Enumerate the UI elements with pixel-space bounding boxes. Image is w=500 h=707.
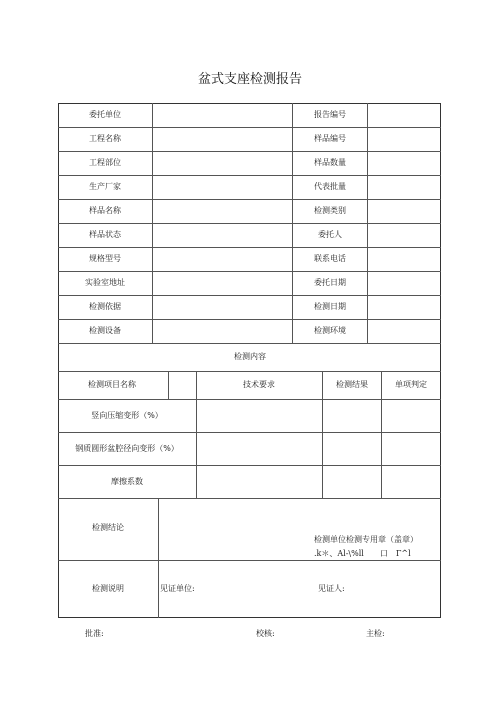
test-item-name: 钢质圆形盆腔径向变形（%） <box>75 443 179 453</box>
grid-line-h <box>58 498 441 499</box>
grid-line-h <box>58 127 441 128</box>
info-left-label: 检测设备 <box>89 326 121 335</box>
info-right-label: 委托人 <box>318 230 342 239</box>
seal-text: 检测单位检测专用章（盖章） <box>314 535 418 544</box>
grid-line-v <box>168 371 169 399</box>
info-left-label: 工程名称 <box>89 134 121 143</box>
info-left-label: 生产厂家 <box>89 182 121 191</box>
grid-line-v <box>152 103 153 343</box>
grid-line-v <box>158 498 159 618</box>
info-right-label: 检测环境 <box>314 326 346 335</box>
header-verdict: 单项判定 <box>395 380 427 389</box>
witness-person-label: 见证人: <box>318 584 345 593</box>
info-left-label: 实验室地址 <box>85 278 125 287</box>
grid-line-v <box>367 103 368 343</box>
approve-label: 批准: <box>85 629 104 638</box>
test-item-name: 竖向压缩变形（%） <box>91 410 163 420</box>
seal-date-text: .k＊、Al-\%ll 口 Γ^l <box>314 549 411 558</box>
info-left-label: 委托单位 <box>89 110 121 119</box>
header-item-name: 检测项目名称 <box>88 380 136 389</box>
review-label: 校核: <box>256 629 275 638</box>
test-item-name: 摩擦系数 <box>111 476 143 486</box>
grid-line-h <box>58 199 441 200</box>
info-left-label: 样品状态 <box>89 230 121 239</box>
info-right-label: 样品编号 <box>314 134 346 143</box>
grid-line-h <box>58 151 441 152</box>
grid-line-h <box>58 465 441 466</box>
header-result: 检测结果 <box>336 380 368 389</box>
grid-line-h <box>58 223 441 224</box>
grid-line-h <box>58 271 441 272</box>
conclusion-label: 检测结论 <box>92 523 124 532</box>
grid-line-v <box>292 103 293 343</box>
inspect-label: 主检: <box>366 629 385 638</box>
grid-line-h <box>58 319 441 320</box>
report-title: 盆式支座检测报告 <box>197 72 302 87</box>
header-requirement: 技术要求 <box>243 380 275 389</box>
info-right-label: 检测类别 <box>314 206 346 215</box>
info-left-label: 样品名称 <box>89 206 121 215</box>
grid-line-v <box>196 371 197 498</box>
grid-line-h <box>58 371 441 372</box>
grid-line-h <box>58 295 441 296</box>
info-left-label: 检测依据 <box>89 302 121 311</box>
info-right-label: 委托日期 <box>314 278 346 287</box>
grid-line-h <box>58 432 441 433</box>
grid-line-h <box>58 343 441 344</box>
grid-line-h <box>58 247 441 248</box>
info-right-label: 代表批量 <box>314 182 346 191</box>
info-right-label: 报告编号 <box>314 110 346 119</box>
info-right-label: 检测日期 <box>314 302 346 311</box>
info-right-label: 联系电话 <box>314 254 346 263</box>
grid-line-v <box>322 371 323 498</box>
grid-line-h <box>58 560 441 561</box>
notes-label: 检测说明 <box>92 584 124 593</box>
section-title: 检测内容 <box>234 352 266 361</box>
grid-line-v <box>381 371 382 498</box>
info-right-label: 样品数量 <box>314 158 346 167</box>
grid-line-h <box>58 175 441 176</box>
info-left-label: 规格型号 <box>89 254 121 263</box>
grid-line-h <box>58 399 441 400</box>
info-left-label: 工程部位 <box>89 158 121 167</box>
witness-unit-label: 见证单位: <box>160 584 195 593</box>
